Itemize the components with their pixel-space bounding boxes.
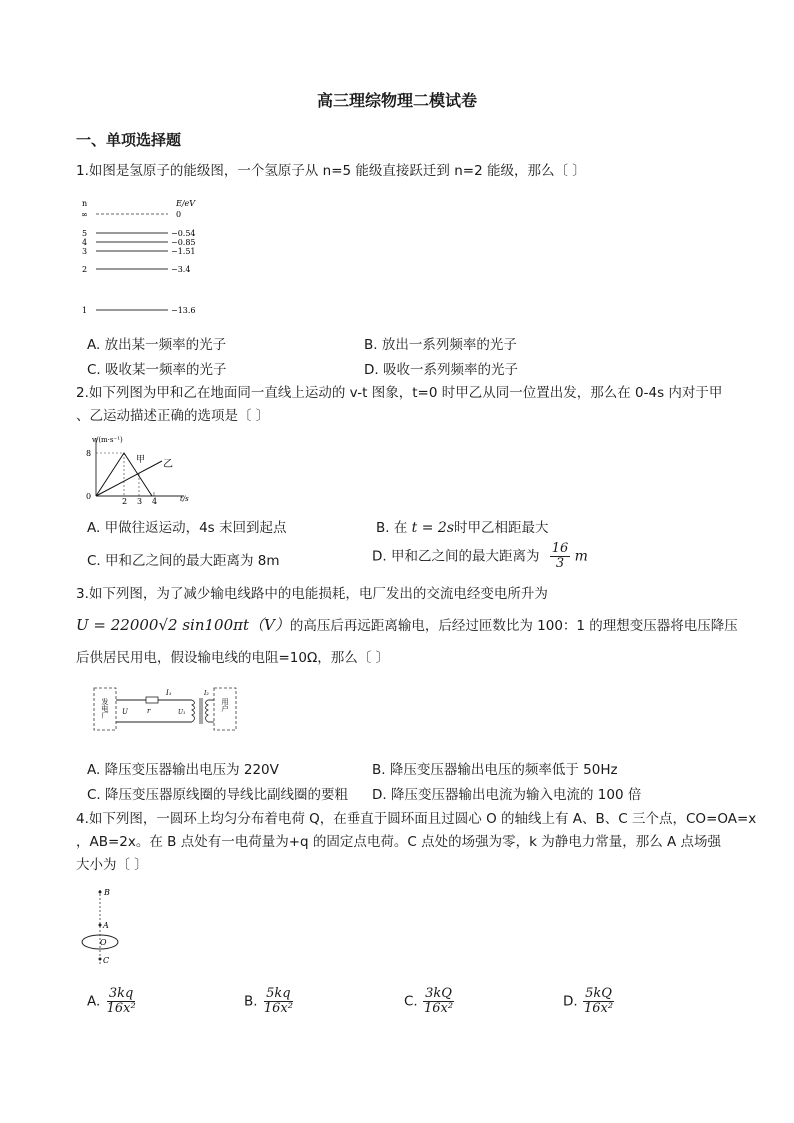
q1-option-a[interactable]: A. 放出某一频率的光子 <box>87 337 227 353</box>
fraction-numerator: 3kQ <box>425 986 452 1001</box>
power-plant-label: 发电厂 <box>101 698 109 719</box>
label-jia: 甲 <box>136 455 146 465</box>
fraction-denominator: 16x² <box>583 1001 614 1016</box>
y-axis-label: v/(m·s⁻¹) <box>92 436 123 444</box>
level-1-e: −13.6 <box>171 306 196 315</box>
label-i2: I₂ <box>204 690 209 697</box>
fraction-denominator: 16x² <box>106 1001 136 1016</box>
q2-option-b-prefix: B. 在 <box>376 520 408 536</box>
label-u: U <box>122 708 128 716</box>
q3-transmission-circuit <box>90 684 240 736</box>
line-yi <box>96 461 162 496</box>
q1-option-b[interactable]: B. 放出一系列频率的光子 <box>364 337 517 353</box>
origin-label: 0 <box>86 492 92 501</box>
label-u1: U₁ <box>178 709 186 716</box>
point-a <box>99 924 102 927</box>
q2-option-d-fraction <box>550 542 571 571</box>
q2-text-line1: 2.如下列图为甲和乙在地面同一直线上运动的 v-t 图象，t=0 时甲乙从同一位置出发，那么在 0-4s 内对于甲 <box>76 385 723 401</box>
point-b <box>99 891 102 894</box>
label-i1: I₁ <box>166 689 172 697</box>
level-5-n: 5 <box>82 229 88 238</box>
level-inf-e: 0 <box>176 210 182 219</box>
level-1-n: 1 <box>82 306 88 315</box>
q3-option-c[interactable]: C. 降压变压器原线圈的导线比副线圈的要粗 <box>87 787 349 803</box>
y-tick-8: 8 <box>86 449 92 458</box>
q4-option-d-label: D. <box>563 993 578 1010</box>
point-c <box>99 958 102 961</box>
q2-text-line2: 、乙运动描述正确的选项是〔 〕 <box>76 408 270 424</box>
q3-option-a[interactable]: A. 降压变压器输出电压为 220V <box>87 762 279 778</box>
label-c: C <box>103 956 110 965</box>
section-heading: 一、单项选择题 <box>76 131 182 149</box>
q3-text-line1: 3.如下列图，为了减少输电线路中的电能损耗，电厂发出的交流电经变电所升为 <box>76 586 548 602</box>
level-2-e: −3.4 <box>171 265 191 274</box>
q3-voltage-formula: U = 22000√2 sin100πt（V） <box>76 616 290 634</box>
secondary-coil <box>206 700 209 722</box>
q4-option-a[interactable] <box>87 987 138 1016</box>
fraction-numerator: 3kq <box>108 986 134 1001</box>
level-5-e: −0.54 <box>171 229 196 238</box>
level-4-n: 4 <box>82 238 88 247</box>
q1-option-c[interactable]: C. 吸收某一频率的光子 <box>87 362 227 378</box>
fraction-numerator: 16 <box>551 541 569 556</box>
q2-option-d-prefix: D. 甲和乙之间的最大距离为 <box>372 548 540 565</box>
q4-option-b-label: B. <box>244 993 258 1010</box>
q4-option-d-fraction <box>582 987 615 1016</box>
q2-option-b[interactable] <box>376 516 549 536</box>
q2-vt-graph <box>84 434 196 504</box>
q1-text: 1.如图是氢原子的能级图，一个氢原子从 n=5 能级直接跃迁到 n=2 能级，那么〔 〕 <box>76 163 586 179</box>
q4-text-line3: 大小为〔 〕 <box>76 857 148 873</box>
label-yi: 乙 <box>163 459 173 470</box>
q4-option-b[interactable] <box>244 987 295 1016</box>
q4-option-a-fraction <box>105 987 138 1016</box>
x-tick-4: 4 <box>152 497 158 504</box>
q2-option-d[interactable] <box>372 542 588 571</box>
x-axis-label: t/s <box>180 495 189 503</box>
fraction-denominator: 16x² <box>424 1001 454 1016</box>
q4-text-line1: 4.如下列图，一圆环上均匀分布着电荷 Q，在垂直于圆环面且过圆心 O 的轴线上有 A、B、C 三个点，CO=OA=x <box>76 811 757 827</box>
fraction-denominator: 3 <box>555 556 565 571</box>
q3-text-line2-suffix: 的高压后再远距离输电，后经过匝数比为 100：1 的理想变压器将电压降压 <box>289 618 738 634</box>
level-inf-n: ∞ <box>81 210 88 219</box>
x-tick-3: 3 <box>137 497 143 504</box>
level-3-n: 3 <box>82 247 88 256</box>
label-o: O <box>100 938 107 947</box>
level-2-n: 2 <box>82 265 88 274</box>
q3-text-line2 <box>76 614 738 637</box>
page-title: 高三理综物理二模试卷 <box>316 91 477 110</box>
level-3-e: −1.51 <box>171 247 196 256</box>
fraction-numerator: 5kq <box>266 986 291 1001</box>
q4-option-c-fraction <box>422 987 455 1016</box>
q2-option-a[interactable]: A. 甲做往返运动，4s 末回到起点 <box>87 520 287 536</box>
fraction-denominator: 16x² <box>263 1001 293 1016</box>
resistor <box>146 697 158 703</box>
q4-option-b-fraction <box>262 987 295 1016</box>
q3-option-d[interactable]: D. 降压变压器输出电流为输入电流的 100 倍 <box>372 787 642 803</box>
q3-text-line3: 后供居民用电，假设输电线的电阻=10Ω，那么〔 〕 <box>76 650 390 666</box>
q4-option-c[interactable] <box>404 987 455 1016</box>
q2-option-d-unit: m <box>574 548 588 565</box>
q2-option-c[interactable]: C. 甲和乙之间的最大距离为 8m <box>87 553 280 569</box>
unit-label: E/eV <box>176 199 196 208</box>
primary-coil <box>192 700 195 722</box>
label-a: A <box>103 921 109 930</box>
label-b: B <box>104 888 110 897</box>
q1-option-d[interactable]: D. 吸收一系列频率的光子 <box>364 362 518 378</box>
q3-option-b[interactable]: B. 降压变压器输出电压的频率低于 50Hz <box>372 762 618 778</box>
user-label: 用户 <box>221 698 229 712</box>
q4-ring-diagram <box>78 884 128 970</box>
q2-option-b-suffix: 时甲乙相距最大 <box>454 520 549 536</box>
x-tick-2: 2 <box>122 497 128 504</box>
level-4-e: −0.85 <box>171 238 196 247</box>
q4-option-c-label: C. <box>404 993 418 1010</box>
q1-energy-level-diagram <box>78 196 218 320</box>
q4-option-d[interactable] <box>563 987 615 1016</box>
n-header: n <box>82 199 88 208</box>
label-r: r <box>147 707 151 715</box>
fraction-numerator: 5kQ <box>585 986 612 1001</box>
q2-option-b-math: t = 2s <box>411 520 455 536</box>
q4-text-line2: ，AB=2x。在 B 点处有一电荷量为+q 的固定点电荷。C 点处的场强为零，k 为静电力常量，那么 A 点场强 <box>76 834 722 850</box>
q4-option-a-label: A. <box>87 993 101 1010</box>
